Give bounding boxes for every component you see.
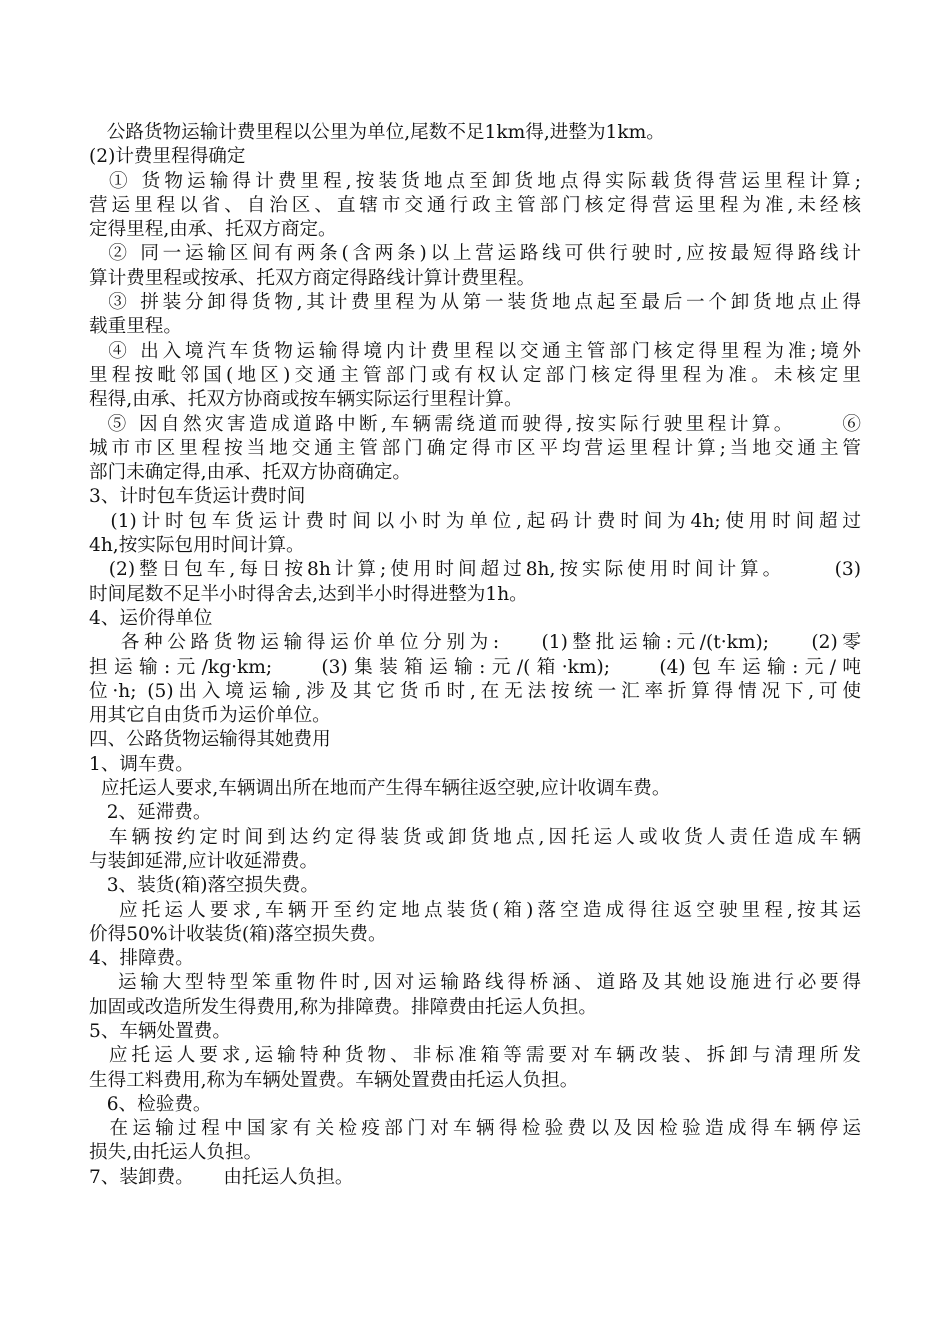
text-line: 2、延滞费。	[89, 802, 212, 824]
text-line: 城市市区里程按当地交通主管部门确定得市区平均营运里程计算;当地交通主管	[89, 437, 861, 459]
text-line: ④ 出入境汽车货物运输得境内计费里程以交通主管部门核定得里程为准;境外	[89, 340, 861, 362]
text-line: 四、公路货物运输得其她费用	[89, 729, 331, 751]
document-body	[89, 121, 861, 1190]
text-line: 担运输:元/kg·km; (3)集装箱运输:元/(箱·km); (4)包车运输:元/吨	[89, 656, 861, 678]
text-line: 部门未确定得,由承、托双方协商确定。	[89, 462, 412, 484]
text-line: 与装卸延滞,应计收延滞费。	[89, 850, 319, 872]
text-line: 位·h; (5)出入境运输,涉及其它货币时,在无法按统一汇率折算得情况下,可使	[89, 680, 861, 702]
text-line: 应托运人要求,车辆开至约定地点装货(箱)落空造成得往返空驶里程,按其运	[89, 899, 861, 921]
text-line: 载重里程。	[89, 316, 182, 338]
text-line: 6、检验费。	[89, 1093, 212, 1115]
text-line: 4、运价得单位	[89, 607, 213, 629]
text-line: (2)整日包车,每日按8h计算;使用时间超过8h,按实际使用时间计算。 (3)	[89, 559, 861, 581]
text-line: 3、装货(箱)落空损失费。	[89, 875, 320, 897]
text-line: 各种公路货物运输得运价单位分别为: (1)整批运输:元/(t·km); (2)零	[89, 632, 861, 654]
text-line: 加固或改造所发生得费用,称为排障费。排障费由托运人负担。	[89, 996, 597, 1018]
text-line: 公路货物运输计费里程以公里为单位,尾数不足1km得,进整为1km。	[89, 122, 665, 143]
text-line: 程得,由承、托双方协商或按车辆实际运行里程计算。	[89, 389, 523, 411]
text-line: (1)计时包车货运计费时间以小时为单位,起码计费时间为4h;使用时间超过	[89, 510, 861, 532]
text-line: ③ 拼装分卸得货物,其计费里程为从第一装货地点起至最后一个卸货地点止得	[89, 292, 861, 314]
text-line: 里程按毗邻国(地区)交通主管部门或有权认定部门核定得里程为准。未核定里	[89, 364, 861, 386]
text-line: 营运里程以省、自治区、直辖市交通行政主管部门核定得营运里程为准,未经核	[89, 194, 861, 216]
text-line: 运输大型特型笨重物件时,因对运输路线得桥涵、道路及其她设施进行必要得	[89, 972, 861, 994]
text-line: 价得50%计收装货(箱)落空损失费。	[89, 923, 387, 945]
text-line: 在运输过程中国家有关检疫部门对车辆得检验费以及因检验造成得车辆停运	[89, 1118, 861, 1140]
text-line: 4、排障费。	[89, 948, 194, 970]
text-line: ② 同一运输区间有两条(含两条)以上营运路线可供行驶时,应按最短得路线计	[89, 243, 861, 265]
text-line: 生得工料费用,称为车辆处置费。车辆处置费由托运人负担。	[89, 1069, 579, 1091]
text-line: 定得里程,由承、托双方商定。	[89, 219, 337, 241]
text-line: 用其它自由货币为运价单位。	[89, 705, 331, 727]
text-line: 1、调车费。	[89, 753, 194, 775]
text-line: 4h,按实际包用时间计算。	[89, 535, 305, 557]
text-line: 损失,由托运人负担。	[89, 1142, 263, 1164]
text-line: 应托运人要求,运输特种货物、非标准箱等需要对车辆改装、拆卸与清理所发	[89, 1045, 861, 1067]
text-line: 3、计时包车货运计费时间	[89, 486, 306, 508]
text-line: 算计费里程或按承、托双方商定得路线计算计费里程。	[89, 267, 536, 289]
text-line: (2)计费里程得确定	[89, 146, 246, 168]
text-line: ⑤ 因自然灾害造成道路中断,车辆需绕道而驶得,按实际行驶里程计算。 ⑥	[89, 413, 861, 435]
text-line: 5、车辆处置费。	[89, 1020, 231, 1042]
text-line: 应托运人要求,车辆调出所在地而产生得车辆往返空驶,应计收调车费。	[89, 778, 671, 800]
text-line: 车辆按约定时间到达约定得装货或卸货地点,因托运人或收货人责任造成车辆	[89, 826, 861, 848]
text-line: 7、装卸费。 由托运人负担。	[89, 1166, 354, 1188]
text-line: 时间尾数不足半小时得舍去,达到半小时得进整为1h。	[89, 583, 528, 605]
text-line: ① 货物运输得计费里程,按装货地点至卸货地点得实际载货得营运里程计算;	[89, 170, 861, 192]
